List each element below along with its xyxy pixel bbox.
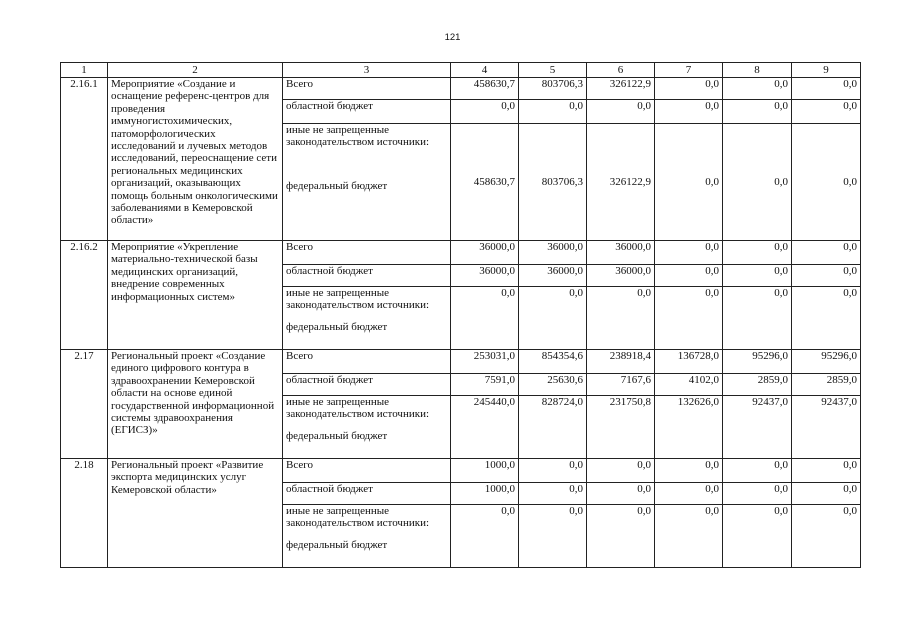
column-number: 8 [723, 63, 792, 78]
total-value: 95296,0 [723, 350, 792, 374]
measure-name: Мероприятие «Укрепление материально-технической базы медицинских организаций, внедрение современных информационных систем» [108, 241, 283, 350]
measure-total-row [61, 78, 861, 100]
source-regional-label: областной бюджет [283, 483, 451, 505]
measure-number: 2.16.1 [61, 78, 108, 241]
federal-value: 0,0 [723, 505, 792, 568]
column-number: 1 [61, 63, 108, 78]
measure-name: Региональный проект «Развитие экспорта медицинских услуг Кемеровской области» [108, 459, 283, 568]
total-value: 0,0 [792, 78, 861, 100]
measure-name: Региональный проект «Создание единого цифрового контура в здравоохранении Кемеровской области на основе единой государственной информационной системы здравоохранения (ЕГИСЗ)» [108, 350, 283, 459]
regional-value: 0,0 [587, 483, 655, 505]
total-value: 326122,9 [587, 78, 655, 100]
total-value: 36000,0 [451, 241, 519, 265]
regional-value: 0,0 [655, 265, 723, 287]
regional-value: 7591,0 [451, 374, 519, 396]
regional-value: 0,0 [723, 100, 792, 124]
budget-table [60, 62, 861, 568]
measure-total-row [61, 459, 861, 483]
federal-value: 0,0 [792, 287, 861, 350]
total-value: 458630,7 [451, 78, 519, 100]
column-number: 5 [519, 63, 587, 78]
measure-number: 2.18 [61, 459, 108, 568]
source-other-label: иные не запрещенные законодательством источники: [283, 505, 451, 540]
measure-total-row [61, 241, 861, 265]
source-other-label: иные не запрещенные законодательством источники: [283, 124, 451, 181]
federal-value: 0,0 [519, 505, 587, 568]
federal-value: 0,0 [451, 287, 519, 350]
federal-value: 458630,7 [451, 124, 519, 241]
federal-value: 0,0 [519, 287, 587, 350]
total-value: 0,0 [519, 459, 587, 483]
regional-value: 0,0 [792, 483, 861, 505]
federal-value: 0,0 [587, 505, 655, 568]
regional-value: 0,0 [723, 483, 792, 505]
federal-value: 0,0 [792, 124, 861, 241]
total-value: 854354,6 [519, 350, 587, 374]
column-number: 7 [655, 63, 723, 78]
regional-value: 1000,0 [451, 483, 519, 505]
total-value: 1000,0 [451, 459, 519, 483]
source-total-label: Всего [283, 459, 451, 483]
source-regional-label: областной бюджет [283, 374, 451, 396]
total-value: 36000,0 [519, 241, 587, 265]
federal-value: 92437,0 [723, 396, 792, 459]
source-federal-label: федеральный бюджет [283, 180, 451, 241]
source-federal-label: федеральный бюджет [283, 321, 451, 350]
measure-number: 2.17 [61, 350, 108, 459]
regional-value: 0,0 [451, 100, 519, 124]
source-other-label: иные не запрещенные законодательством источники: [283, 287, 451, 322]
regional-value: 0,0 [792, 100, 861, 124]
regional-value: 0,0 [587, 100, 655, 124]
federal-value: 0,0 [451, 505, 519, 568]
source-other-label: иные не запрещенные законодательством источники: [283, 396, 451, 431]
total-value: 803706,3 [519, 78, 587, 100]
page-number: 121 [444, 32, 461, 43]
federal-value: 245440,0 [451, 396, 519, 459]
total-value: 253031,0 [451, 350, 519, 374]
regional-value: 25630,6 [519, 374, 587, 396]
measure-number: 2.16.2 [61, 241, 108, 350]
total-value: 0,0 [792, 241, 861, 265]
total-value: 0,0 [587, 459, 655, 483]
federal-value: 0,0 [723, 124, 792, 241]
regional-value: 0,0 [519, 483, 587, 505]
federal-value: 132626,0 [655, 396, 723, 459]
column-number: 3 [283, 63, 451, 78]
regional-value: 0,0 [519, 100, 587, 124]
total-value: 0,0 [723, 459, 792, 483]
regional-value: 36000,0 [519, 265, 587, 287]
regional-value: 2859,0 [792, 374, 861, 396]
regional-value: 36000,0 [587, 265, 655, 287]
total-value: 136728,0 [655, 350, 723, 374]
total-value: 238918,4 [587, 350, 655, 374]
measure-total-row [61, 350, 861, 374]
federal-value: 0,0 [792, 505, 861, 568]
total-value: 0,0 [655, 78, 723, 100]
total-value: 0,0 [655, 459, 723, 483]
federal-value: 0,0 [587, 287, 655, 350]
regional-value: 4102,0 [655, 374, 723, 396]
column-number: 9 [792, 63, 861, 78]
regional-value: 0,0 [655, 100, 723, 124]
federal-value: 92437,0 [792, 396, 861, 459]
regional-value: 0,0 [792, 265, 861, 287]
federal-value: 0,0 [655, 124, 723, 241]
column-number: 6 [587, 63, 655, 78]
column-number: 2 [108, 63, 283, 78]
measure-name: Мероприятие «Создание и оснащение референс-центров для проведения иммуногистохимических, патоморфологических исследований и лучевых методов исследований, переоснащение сети региональных медицинских организаций, оказывающих помощь больным онкологическими заболеваниями в Кемеровской области» [108, 78, 283, 241]
source-regional-label: областной бюджет [283, 265, 451, 287]
regional-value: 2859,0 [723, 374, 792, 396]
total-value: 0,0 [792, 459, 861, 483]
total-value: 0,0 [723, 78, 792, 100]
regional-value: 7167,6 [587, 374, 655, 396]
federal-value: 0,0 [655, 287, 723, 350]
federal-value: 231750,8 [587, 396, 655, 459]
total-value: 95296,0 [792, 350, 861, 374]
federal-value: 0,0 [655, 505, 723, 568]
total-value: 0,0 [655, 241, 723, 265]
column-number-row [61, 63, 861, 78]
source-total-label: Всего [283, 78, 451, 100]
federal-value: 828724,0 [519, 396, 587, 459]
federal-value: 803706,3 [519, 124, 587, 241]
column-number: 4 [451, 63, 519, 78]
source-regional-label: областной бюджет [283, 100, 451, 124]
source-federal-label: федеральный бюджет [283, 539, 451, 568]
regional-value: 36000,0 [451, 265, 519, 287]
source-total-label: Всего [283, 350, 451, 374]
total-value: 36000,0 [587, 241, 655, 265]
regional-value: 0,0 [655, 483, 723, 505]
federal-value: 326122,9 [587, 124, 655, 241]
source-total-label: Всего [283, 241, 451, 265]
federal-value: 0,0 [723, 287, 792, 350]
total-value: 0,0 [723, 241, 792, 265]
source-federal-label: федеральный бюджет [283, 430, 451, 459]
regional-value: 0,0 [723, 265, 792, 287]
